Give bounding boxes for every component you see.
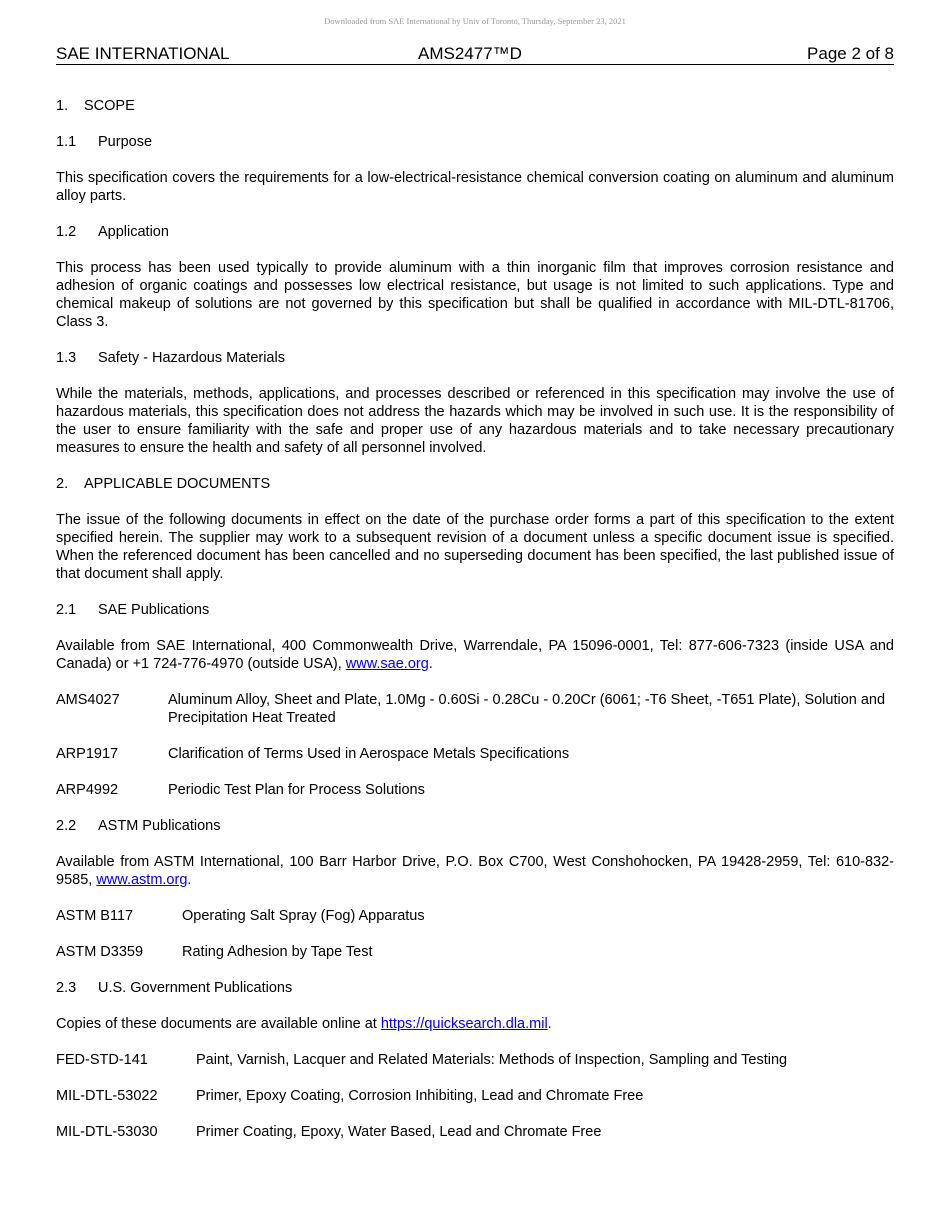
reference-code: ASTM B117 bbox=[56, 908, 134, 924]
section-number: 1.3 bbox=[56, 350, 77, 366]
reference-title: Rating Adhesion by Tape Test bbox=[182, 944, 373, 960]
section-number: 2.3 bbox=[56, 980, 77, 996]
purpose-paragraph: This specification covers the requirements for a low-electrical-resistance chemical conversion coating on aluminum and aluminum alloy parts. bbox=[56, 170, 894, 204]
section-number: 2. bbox=[56, 476, 69, 492]
reference-code: MIL-DTL-53030 bbox=[56, 1124, 158, 1140]
section-government-publications-heading bbox=[56, 979, 894, 997]
reference-code: FED-STD-141 bbox=[56, 1052, 148, 1068]
reference-title: Paint, Varnish, Lacquer and Related Materials: Methods of Inspection, Sampling and Testing bbox=[196, 1052, 788, 1068]
document-body bbox=[56, 97, 894, 1159]
header-document-number: AMS2477™D bbox=[418, 44, 522, 63]
section-application-heading bbox=[56, 223, 894, 241]
section-astm-publications-heading bbox=[56, 817, 894, 835]
section-applicable-documents-heading bbox=[56, 475, 894, 493]
astm-website-link[interactable]: www.astm.org bbox=[96, 872, 188, 888]
reference-title: Aluminum Alloy, Sheet and Plate, 1.0Mg - 0.60Si - 0.28Cu - 0.20Cr (6061; -T6 Sheet, -T651 Plate), Solution and Precipitation Heat Treated bbox=[168, 692, 886, 726]
reference-title: Clarification of Terms Used in Aerospace Metals Specifications bbox=[168, 746, 570, 762]
sae-availability-paragraph bbox=[56, 637, 894, 673]
section-purpose-heading bbox=[56, 133, 894, 151]
section-number: 1.2 bbox=[56, 224, 77, 240]
section-title: ASTM Publications bbox=[98, 818, 221, 834]
section-title: Purpose bbox=[98, 134, 153, 150]
header-page-number: Page 2 of 8 bbox=[807, 44, 894, 63]
section-title: Application bbox=[98, 224, 169, 240]
reference-entry bbox=[56, 907, 894, 925]
reference-title: Primer, Epoxy Coating, Corrosion Inhibiting, Lead and Chromate Free bbox=[196, 1088, 644, 1104]
reference-entry bbox=[56, 943, 894, 961]
section-number: 2.2 bbox=[56, 818, 77, 834]
section-number: 2.1 bbox=[56, 602, 77, 618]
section-title: APPLICABLE DOCUMENTS bbox=[84, 476, 271, 492]
reference-code: MIL-DTL-53022 bbox=[56, 1088, 158, 1104]
header-organization: SAE INTERNATIONAL bbox=[56, 44, 230, 63]
page-header bbox=[56, 44, 894, 65]
astm-availability-text: Available from ASTM International, 100 Barr Harbor Drive, P.O. Box C700, West Conshohocken, PA 19428-2959, Tel: 610-832-9585, bbox=[56, 854, 894, 888]
reference-code: ARP4992 bbox=[56, 782, 119, 798]
section-number: 1. bbox=[56, 98, 69, 114]
reference-entry bbox=[56, 1051, 894, 1069]
reference-title: Primer Coating, Epoxy, Water Based, Lead and Chromate Free bbox=[196, 1124, 602, 1140]
section-title: SAE Publications bbox=[98, 602, 210, 618]
reference-entry bbox=[56, 691, 894, 727]
sentence-end: . bbox=[547, 1016, 552, 1032]
sae-website-link[interactable]: www.sae.org bbox=[345, 656, 429, 672]
sae-availability-text: Available from SAE International, 400 Commonwealth Drive, Warrendale, PA 15096-0001, Tel: 877-606-7323 (inside USA and Canada) or +1 724-776-4970 (outside USA), bbox=[56, 638, 894, 672]
section-safety-heading bbox=[56, 349, 894, 367]
reference-entry bbox=[56, 1087, 894, 1105]
application-paragraph: This process has been used typically to provide aluminum with a thin inorganic film that improves corrosion resistance and adhesion of organic coatings and possesses low electrical resistance, but usage is not limited to such applications. Type and chemical makeup of solutions are not governed by this specification but shall be qualified in accordance with MIL-DTL-81706, Class 3. bbox=[56, 260, 894, 330]
reference-title: Periodic Test Plan for Process Solutions bbox=[168, 782, 425, 798]
section-scope-heading bbox=[56, 97, 894, 115]
section-title: Safety - Hazardous Materials bbox=[98, 350, 285, 366]
sentence-end: . bbox=[187, 872, 192, 888]
section-sae-publications-heading bbox=[56, 601, 894, 619]
government-availability-paragraph bbox=[56, 1015, 894, 1033]
sentence-end: . bbox=[428, 656, 433, 672]
quicksearch-link[interactable]: https://quicksearch.dla.mil bbox=[380, 1016, 548, 1032]
section-title: SCOPE bbox=[84, 98, 135, 114]
reference-title: Operating Salt Spray (Fog) Apparatus bbox=[182, 908, 425, 924]
government-availability-text: Copies of these documents are available online at bbox=[56, 1016, 381, 1032]
section-number: 1.1 bbox=[56, 134, 77, 150]
section-title: U.S. Government Publications bbox=[98, 980, 293, 996]
download-watermark: Downloaded from SAE International by Univ of Toronto, Thursday, September 23, 2021 bbox=[324, 16, 626, 26]
reference-entry bbox=[56, 1123, 894, 1141]
safety-paragraph: While the materials, methods, applications, and processes described or referenced in this specification may involve the use of hazardous materials, this specification does not address the hazards which may be involved in such use. It is the responsibility of the user to ensure familiarity with the safe and proper use of any hazardous materials and to take necessary precautionary measures to ensure the health and safety of all personnel involved. bbox=[56, 386, 894, 456]
reference-entry bbox=[56, 781, 894, 799]
reference-code: AMS4027 bbox=[56, 692, 120, 708]
reference-code: ARP1917 bbox=[56, 746, 119, 762]
reference-entry bbox=[56, 745, 894, 763]
applicable-documents-paragraph: The issue of the following documents in effect on the date of the purchase order forms a part of this specification to the extent specified herein. The supplier may work to a subsequent revision of a document unless a specific document issue is specified. When the referenced document has been cancelled and no superseding document has been specified, the last published issue of that document shall apply. bbox=[56, 512, 894, 582]
reference-code: ASTM D3359 bbox=[56, 944, 144, 960]
astm-availability-paragraph bbox=[56, 853, 894, 889]
